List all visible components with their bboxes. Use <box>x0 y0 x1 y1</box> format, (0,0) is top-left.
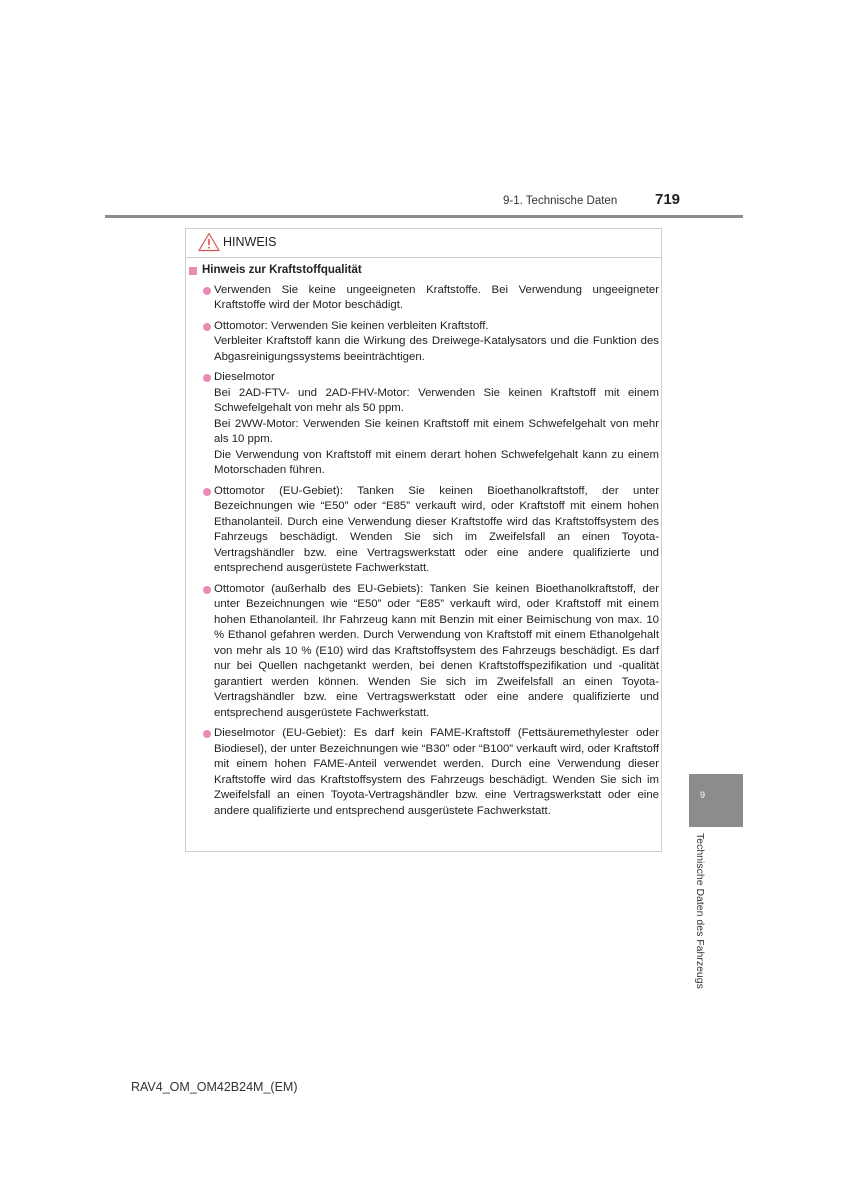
list-item-text: Die Verwendung von Kraftstoff mit einem derart hohen Schwefelgehalt kann zu einem Motorschaden führen. <box>214 448 659 476</box>
list-item-text: Verwenden Sie keine ungeeigneten Kraftstoffe. Bei Verwendung ungeeigneter Kraftstoffe wird der Motor beschädigt. <box>214 283 659 311</box>
round-bullet-icon <box>203 287 211 295</box>
list-item <box>189 283 659 314</box>
list-item <box>189 319 659 366</box>
list-item <box>189 484 659 577</box>
list-item <box>189 370 659 479</box>
chapter-label: Technische Daten des Fahrzeugs <box>694 833 706 989</box>
list-item-text: Verbleiter Kraftstoff kann die Wirkung des Dreiwege-Katalysators und die Funktion des Abgasreinigungssystems beeinträchtigen. <box>214 335 659 363</box>
list-item <box>189 582 659 722</box>
round-bullet-icon <box>203 374 211 382</box>
notice-title: HINWEIS <box>223 235 277 249</box>
notice-box <box>185 228 662 852</box>
list-item-text: Bei 2WW-Motor: Verwenden Sie keinen Kraftstoff mit einem Schwefelgehalt von mehr als 10 ppm. <box>214 417 659 445</box>
footer-code: RAV4_OM_OM42B24M_(EM) <box>131 1080 298 1094</box>
square-bullet-icon <box>189 267 197 275</box>
round-bullet-icon <box>203 730 211 738</box>
list-item-text: Bei 2AD-FTV- und 2AD-FHV-Motor: Verwenden Sie keinen Kraftstoff mit einem Schwefelgehalt von mehr als 50 ppm. <box>214 386 659 414</box>
list-item-text: Ottomotor (EU-Gebiet): Tanken Sie keinen Bioethanolkraftstoff, der unter Bezeichnungen wie “E50” oder “E85” verkauft wird, oder Kraftstoff mit einem hohen Ethanolanteil. Durch eine Verwendung dieser Kraftstoffe wird das Kraftstoffsystem des Fahrzeugs beschädigt. Wenden Sie sich im Zweifelsfall an einen Toyota-Vertragshändler bzw. eine Vertragswerkstatt oder eine andere qualifizierte und entsprechend ausgerüstete Fachwerkstatt. <box>214 484 659 574</box>
list-item-text: Dieselmotor (EU-Gebiet): Es darf kein FAME-Kraftstoff (Fettsäuremethylester oder Biodiesel), der unter Bezeichnungen wie “B30” oder “B100” verkauft wird, oder Kraftstoff mit einem hohen FAME-Anteil verwendet werden. Durch eine Verwendung dieser Kraftstoffe wird das Kraftstoffsystem des Fahrzeugs beschädigt. Wenden Sie sich im Zweifelsfall an einen Toyota-Vertragshändler bzw. eine Vertragswerkstatt oder eine andere qualifizierte und entsprechend ausgerüstete Fachwerkstatt. <box>214 727 659 817</box>
chapter-tab <box>689 774 743 827</box>
section-title: 9-1. Technische Daten <box>503 195 618 207</box>
notice-content <box>189 263 659 819</box>
notice-list <box>189 283 659 820</box>
chapter-number: 9 <box>700 790 706 800</box>
list-item-text: Dieselmotor <box>214 371 275 383</box>
section-heading <box>189 263 659 279</box>
page-number: 719 <box>655 191 681 208</box>
list-item <box>189 726 659 819</box>
round-bullet-icon <box>203 586 211 594</box>
list-item-text: Ottomotor: Verwenden Sie keinen verbleiten Kraftstoff. <box>214 319 489 332</box>
section-heading-text: Hinweis zur Kraftstoffqualität <box>202 264 362 276</box>
header-rule <box>105 215 743 218</box>
list-item-text: Ottomotor (außerhalb des EU-Gebiets): Tanken Sie keinen Bioethanolkraftstoff, der unter Bezeichnungen wie “E50” oder “E85” verkauft wird, oder Kraftstoff mit einem hohen Ethanolanteil. Ihr Fahrzeug kann mit Benzin mit einer Beimischung von max. 10 % Ethanol gefahren werden. Durch Verwendung von Kraftstoff mit einem Ethanolgehalt von mehr als 10 % (E10) wird das Kraftstoffsystem des Fahrzeugs beschädigt. Es darf nur bei Quellen nachgetankt werden, bei denen Kraftstoffspezifikation und -qualität garantiert werden können. Wenden Sie sich im Zweifelsfall an einen Toyota-Vertragshändler bzw. eine Vertragswerkstatt oder eine andere qualifizierte und entsprechend ausgerüstete Fachwerkstatt. <box>214 582 659 719</box>
warning-triangle-icon <box>198 232 220 252</box>
round-bullet-icon <box>203 323 211 331</box>
notice-header <box>186 229 661 258</box>
round-bullet-icon <box>203 488 211 496</box>
